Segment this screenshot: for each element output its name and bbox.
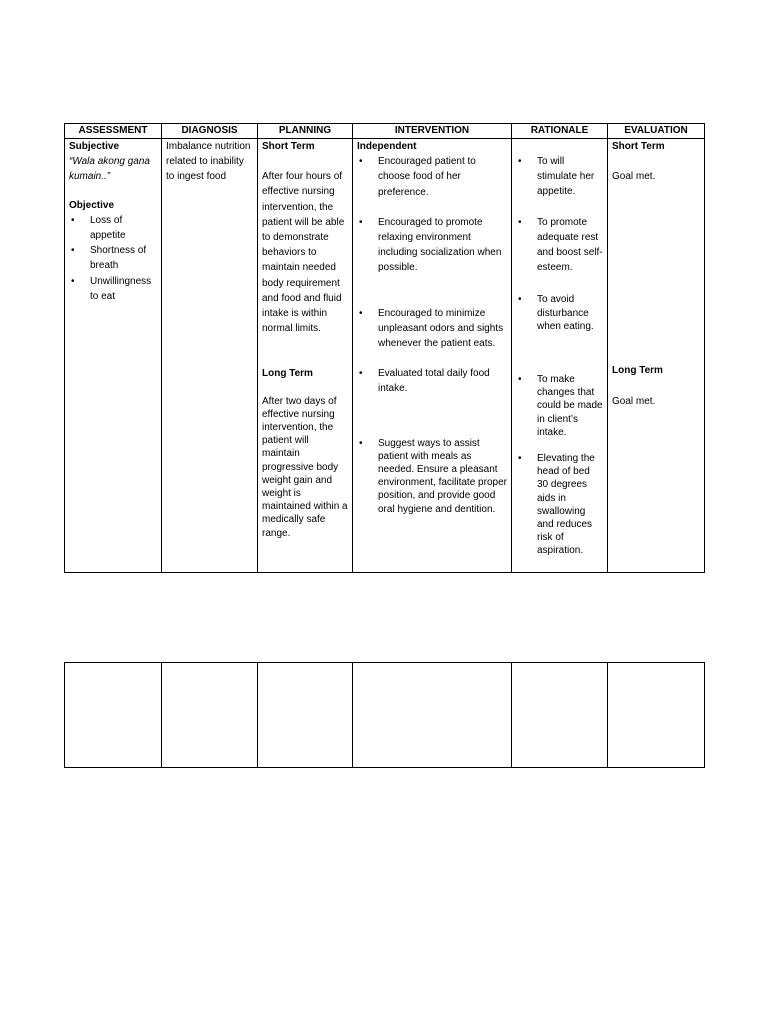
list-item: • Encouraged to minimize unpleasant odors and sights whenever the patient eats. xyxy=(359,307,504,350)
planning-long-term-text: After two days of effective nursing intervention, the patient will maintain progressive body weight gain and weight is maintained within a medically safe range. xyxy=(262,395,348,539)
bullet-icon: • xyxy=(359,156,363,168)
evaluation-short-term-title: Short Term xyxy=(612,141,665,152)
header-row xyxy=(65,124,705,139)
blank-table xyxy=(64,662,705,768)
nursing-care-plan-table xyxy=(64,123,705,573)
subjective-title: Subjective xyxy=(69,141,120,152)
rationale-cell xyxy=(512,139,608,573)
bullet-icon: • xyxy=(359,307,363,319)
intervention-list xyxy=(357,154,507,516)
assessment-cell xyxy=(65,139,162,573)
bullet-icon: • xyxy=(359,368,363,380)
evaluation-cell xyxy=(608,139,705,573)
header-intervention: INTERVENTION xyxy=(353,124,512,139)
list-item: • Loss of appetite xyxy=(71,214,126,242)
list-item: • Suggest ways to assist patient with meals as needed. Ensure a pleasant environment, facilitate proper position, and provide good oral hygiene and dentition. xyxy=(359,437,507,515)
list-item: • To promote adequate rest and boost self-esteem. xyxy=(518,216,603,274)
objective-list xyxy=(69,213,157,304)
care-plan-row xyxy=(65,139,705,573)
bullet-icon: • xyxy=(518,453,522,465)
subjective-quote: “Wala akong gana kumain..” xyxy=(69,156,150,183)
evaluation-long-term-title: Long Term xyxy=(612,365,663,377)
objective-title: Objective xyxy=(69,199,115,211)
rationale-list xyxy=(516,154,603,558)
list-item: • Evaluated total daily food intake. xyxy=(359,368,490,395)
header-evaluation: EVALUATION xyxy=(608,124,705,139)
bullet-icon: • xyxy=(518,374,522,386)
bullet-icon: • xyxy=(518,216,522,228)
blank-cell xyxy=(353,663,512,768)
planning-cell xyxy=(258,139,353,573)
list-item: • Shortness of breath xyxy=(71,245,147,272)
list-item: • To make changes that could be made in client’s intake. xyxy=(518,374,603,438)
header-rationale: RATIONALE xyxy=(512,124,608,139)
list-item: • Unwillingness to eat xyxy=(71,275,152,302)
header-diagnosis: DIAGNOSIS xyxy=(162,124,258,139)
list-item: • To will stimulate her appetite. xyxy=(518,156,595,198)
list-item: • Encouraged to promote relaxing environment including socialization when possible. xyxy=(359,216,502,274)
list-item: • Encouraged patient to choose food of her preference. xyxy=(359,156,476,198)
bullet-icon: • xyxy=(359,216,363,228)
planning-short-term-title: Short Term xyxy=(262,141,315,152)
bullet-icon: • xyxy=(518,156,522,167)
evaluation-short-term-text: Goal met. xyxy=(612,171,656,183)
evaluation-long-term-text: Goal met. xyxy=(612,395,656,407)
list-item: • Elevating the head of bed 30 degrees aids in swallowing and reduces risk of aspiration. xyxy=(518,453,595,557)
intervention-title: Independent xyxy=(357,141,417,152)
blank-cell xyxy=(65,663,162,768)
planning-long-term-title: Long Term xyxy=(262,368,313,380)
diagnosis-cell xyxy=(162,139,258,573)
intervention-cell xyxy=(353,139,512,573)
bullet-icon: • xyxy=(71,214,75,226)
diagnosis-text: Imbalance nutrition related to inability to ingest food xyxy=(166,141,251,183)
blank-cell xyxy=(608,663,705,768)
blank-cell xyxy=(512,663,608,768)
bullet-icon: • xyxy=(71,245,75,257)
bullet-icon: • xyxy=(359,437,363,449)
bullet-icon: • xyxy=(71,275,75,287)
blank-row xyxy=(65,663,705,768)
bullet-icon: • xyxy=(518,294,522,306)
header-assessment: ASSESSMENT xyxy=(65,124,162,139)
blank-cell xyxy=(162,663,258,768)
blank-cell xyxy=(258,663,353,768)
planning-short-term-text: After four hours of effective nursing intervention, the patient will be able to demonstrate behaviors to maintain needed body requirement and food and fluid intake is within normal limits. xyxy=(262,171,345,335)
list-item: • To avoid disturbance when eating. xyxy=(518,294,594,332)
header-planning: PLANNING xyxy=(258,124,353,139)
